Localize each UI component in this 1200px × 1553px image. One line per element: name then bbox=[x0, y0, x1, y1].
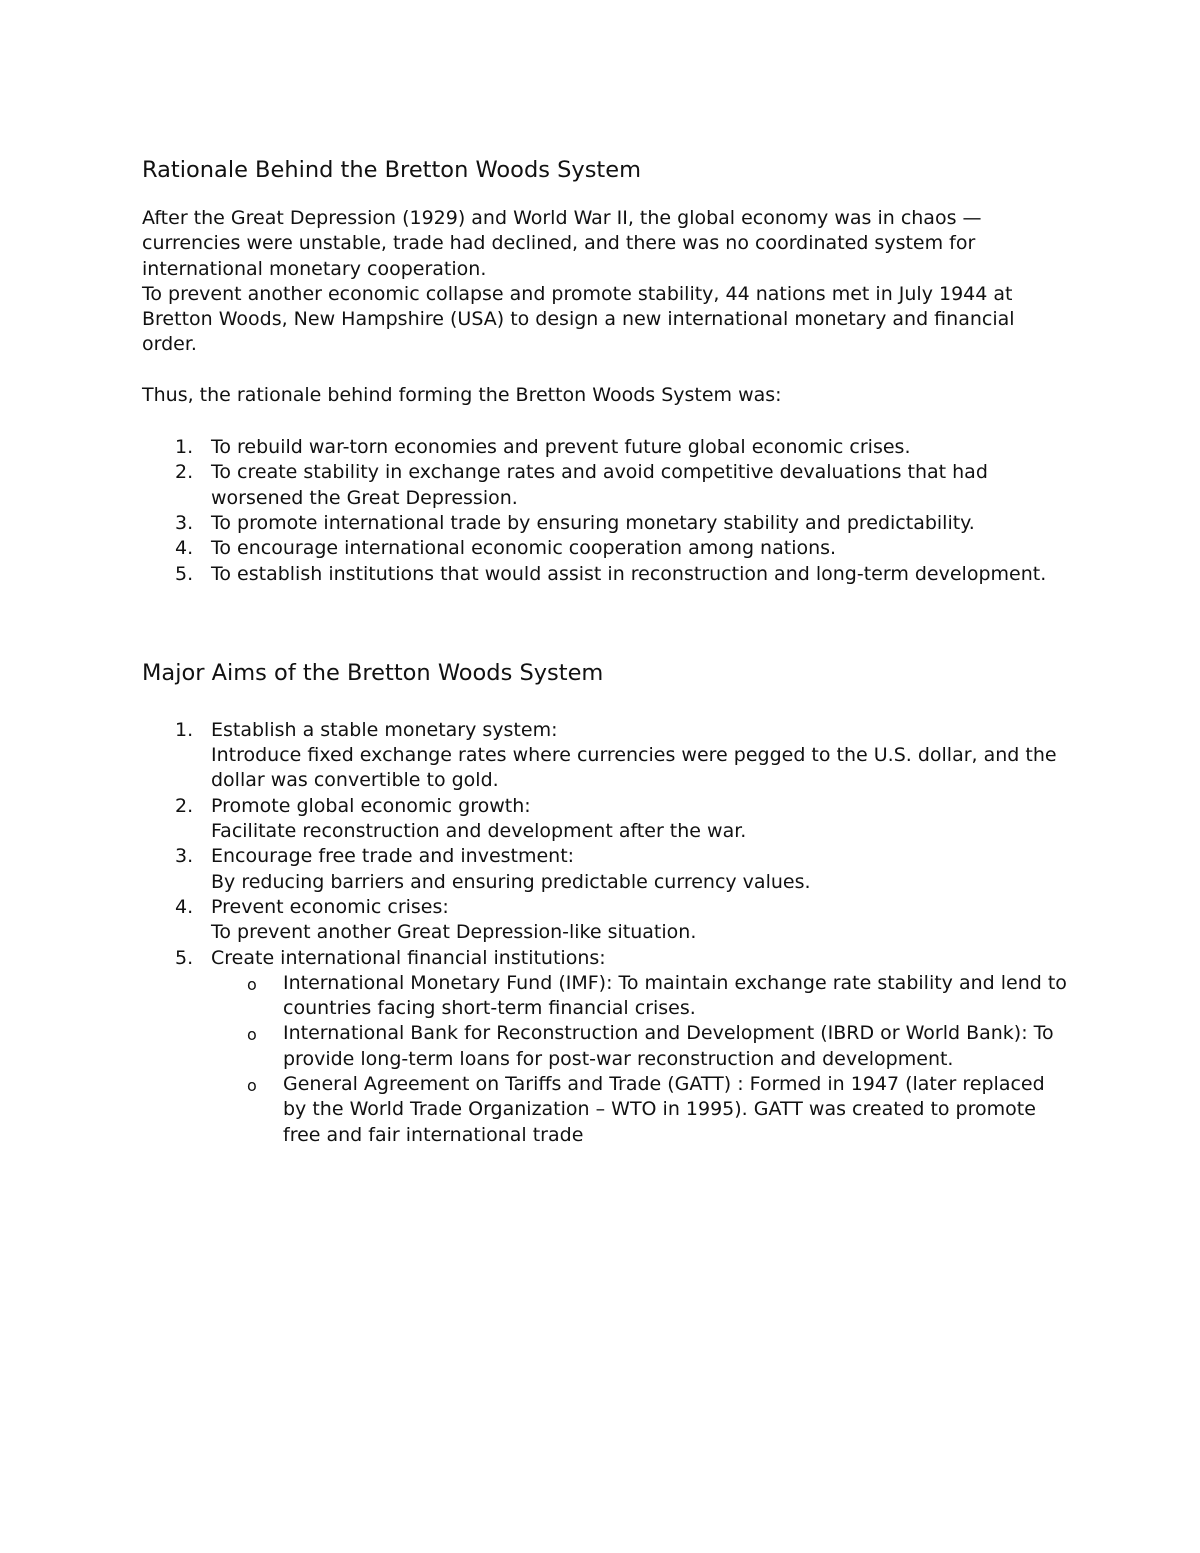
list-number: 3. bbox=[175, 845, 194, 868]
rationale-list bbox=[142, 435, 1072, 587]
aim-label: Create international financial institutions: bbox=[211, 946, 606, 969]
list-item-text: To promote international trade by ensuring monetary stability and predictability. bbox=[211, 511, 975, 534]
list-item bbox=[142, 536, 1072, 561]
list-number: 5. bbox=[175, 562, 194, 585]
section-heading-rationale: Rationale Behind the Bretton Woods System bbox=[142, 157, 641, 183]
aim-label: Prevent economic crises: bbox=[211, 895, 449, 918]
list-item bbox=[142, 794, 1072, 845]
list-item bbox=[142, 895, 1072, 946]
sub-list-item bbox=[211, 1072, 1072, 1148]
aims-list bbox=[142, 718, 1072, 1148]
paragraph-intro: After the Great Depression (1929) and World War II, the global economy was in chaos — currencies were unstable, trade had declined, and there was no coordinated system for international monetary cooperation. bbox=[142, 207, 982, 280]
aim-detail: To prevent another Great Depression-like situation. bbox=[211, 921, 697, 944]
aim-label: Encourage free trade and investment: bbox=[211, 845, 575, 868]
sub-item-text: General Agreement on Tariffs and Trade (GATT) : Formed in 1947 (later replaced by the World Trade Organization – WTO in 1995). GATT was created to promote free and fair international trade bbox=[283, 1073, 1045, 1146]
aim-label: Promote global economic growth: bbox=[211, 794, 531, 817]
list-item bbox=[142, 435, 1072, 460]
list-number: 2. bbox=[175, 794, 194, 817]
institutions-list bbox=[211, 971, 1072, 1148]
list-item bbox=[142, 460, 1072, 511]
paragraph-thus: Thus, the rationale behind forming the Bretton Woods System was: bbox=[142, 383, 782, 406]
list-number: 4. bbox=[175, 895, 194, 918]
list-item bbox=[142, 844, 1072, 895]
sub-item-text: International Monetary Fund (IMF): To maintain exchange rate stability and lend to countries facing short-term financial crises. bbox=[283, 971, 1067, 1020]
sub-list-item bbox=[211, 1021, 1072, 1072]
aim-label: Establish a stable monetary system: bbox=[211, 718, 558, 741]
list-item bbox=[142, 562, 1072, 587]
list-number: 2. bbox=[175, 461, 194, 484]
list-number: 1. bbox=[175, 718, 194, 741]
circle-bullet-icon: o bbox=[247, 1076, 257, 1096]
aim-detail: By reducing barriers and ensuring predictable currency values. bbox=[211, 870, 811, 893]
circle-bullet-icon: o bbox=[247, 1025, 257, 1045]
list-item-text: To establish institutions that would assist in reconstruction and long-term development. bbox=[211, 562, 1047, 585]
list-number: 1. bbox=[175, 436, 194, 459]
aim-detail: Facilitate reconstruction and development after the war. bbox=[211, 820, 747, 843]
list-item-text: To encourage international economic cooperation among nations. bbox=[211, 537, 837, 560]
list-item bbox=[142, 718, 1072, 794]
sub-list-item bbox=[211, 971, 1072, 1022]
section-heading-aims: Major Aims of the Bretton Woods System bbox=[142, 659, 604, 686]
list-item-text: To rebuild war-torn economies and prevent future global economic crises. bbox=[211, 436, 911, 459]
sub-item-text: International Bank for Reconstruction and Development (IBRD or World Bank): To provide long-term loans for post-war reconstruction and development. bbox=[283, 1022, 1054, 1070]
list-item-text: To create stability in exchange rates and avoid competitive devaluations that had worsened the Great Depression. bbox=[211, 461, 988, 509]
list-number: 4. bbox=[175, 537, 194, 560]
list-item bbox=[142, 946, 1072, 1148]
list-number: 5. bbox=[175, 946, 194, 969]
paragraph-conference: To prevent another economic collapse and promote stability, 44 nations met in July 1944 at Bretton Woods, New Hampshire (USA) to design a new international monetary and financial order. bbox=[142, 282, 1015, 356]
aim-detail: Introduce fixed exchange rates where currencies were pegged to the U.S. dollar, and the dollar was convertible to gold. bbox=[211, 744, 1057, 792]
circle-bullet-icon: o bbox=[247, 974, 257, 994]
list-number: 3. bbox=[175, 511, 194, 534]
document-page bbox=[142, 155, 1072, 1148]
list-item bbox=[142, 511, 1072, 536]
